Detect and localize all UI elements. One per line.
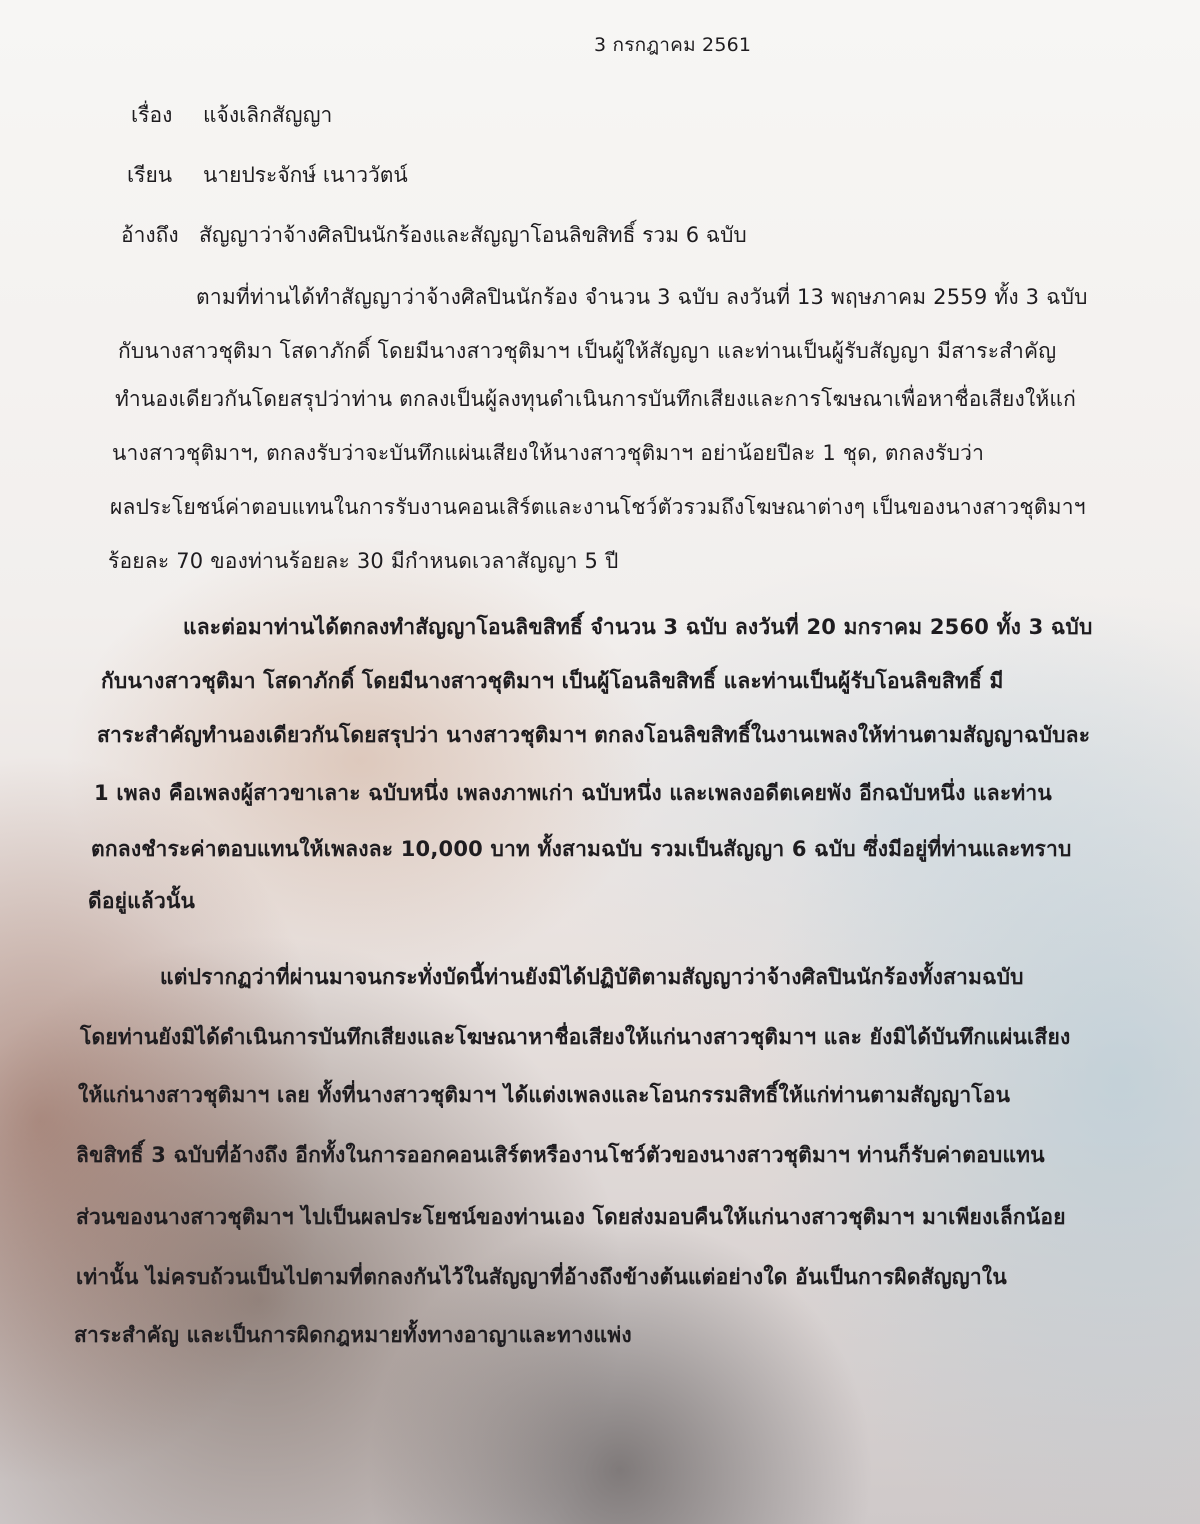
paragraph-line: โดยท่านยังมิได้ดำเนินการบันทึกเสียงและโฆษณาหาชื่อเสียงให้แก่นางสาวชุติมาฯ และ ยังมิได้บันทึกแผ่นเสียง xyxy=(80,1025,1071,1049)
paragraph-line: กับนางสาวชุติมา โสดาภักดิ์ โดยมีนางสาวชุติมาฯ เป็นผู้ให้สัญญา และท่านเป็นผู้รับสัญญา มีสาระสำคัญ xyxy=(118,339,1057,363)
paragraph-line: นางสาวชุติมาฯ, ตกลงรับว่าจะบันทึกแผ่นเสียงให้นางสาวชุติมาฯ อย่าน้อยปีละ 1 ชุด, ตกลงรับว่า xyxy=(112,441,985,465)
letter-date: 3 กรกฎาคม 2561 xyxy=(594,34,752,56)
paragraph-line: ดีอยู่แล้วนั้น xyxy=(88,889,196,913)
subject-label: เรื่อง xyxy=(131,103,173,127)
paragraph-line: ส่วนของนางสาวชุติมาฯ ไปเป็นผลประโยชน์ของท่านเอง โดยส่งมอบคืนให้แก่นางสาวชุติมาฯ มาเพียงเล็กน้อย xyxy=(76,1205,1066,1229)
paragraph-line: แต่ปรากฏว่าที่ผ่านมาจนกระทั่งบัดนี้ท่านยังมิได้ปฏิบัติตามสัญญาว่าจ้างศิลปินนักร้องทั้งสามฉบับ xyxy=(160,965,1024,989)
paragraph-line: ตกลงชำระค่าตอบแทนให้เพลงละ 10,000 บาท ทั้งสามฉบับ รวมเป็นสัญญา 6 ฉบับ ซึ่งมีอยู่ที่ท่านและทราบ xyxy=(91,837,1072,861)
reference-text: สัญญาว่าจ้างศิลปินนักร้องและสัญญาโอนลิขสิทธิ์ รวม 6 ฉบับ xyxy=(199,223,747,247)
recipient-name: นายประจักษ์ เนาววัตน์ xyxy=(203,163,408,187)
paragraph-line: สาระสำคัญ และเป็นการผิดกฎหมายทั้งทางอาญาและทางแพ่ง xyxy=(74,1323,632,1347)
paragraph-line: ลิขสิทธิ์ 3 ฉบับที่อ้างถึง อีกทั้งในการออกคอนเสิร์ตหรืองานโชว์ตัวของนางสาวชุติมาฯ ท่านก็รับค่าตอบแทน xyxy=(76,1143,1045,1167)
paragraph-line: ร้อยละ 70 ของท่านร้อยละ 30 มีกำหนดเวลาสัญญา 5 ปี xyxy=(108,549,619,573)
paragraph-line: กับนางสาวชุติมา โสดาภักดิ์ โดยมีนางสาวชุติมาฯ เป็นผู้โอนลิขสิทธิ์ และท่านเป็นผู้รับโอนลิขสิทธิ์ มี xyxy=(101,669,1004,693)
paragraph-line: ตามที่ท่านได้ทำสัญญาว่าจ้างศิลปินนักร้อง จำนวน 3 ฉบับ ลงวันที่ 13 พฤษภาคม 2559 ทั้ง 3 ฉบับ xyxy=(196,285,1088,309)
paragraph-line: และต่อมาท่านได้ตกลงทำสัญญาโอนลิขสิทธิ์ จำนวน 3 ฉบับ ลงวันที่ 20 มกราคม 2560 ทั้ง 3 ฉบับ xyxy=(183,615,1093,639)
paragraph-line: สาระสำคัญทำนองเดียวกันโดยสรุปว่า นางสาวชุติมาฯ ตกลงโอนลิขสิทธิ์ในงานเพลงให้ท่านตามสัญญาฉบับละ xyxy=(97,723,1091,747)
recipient-label: เรียน xyxy=(127,163,173,187)
paragraph-line: ผลประโยชน์ค่าตอบแทนในการรับงานคอนเสิร์ตและงานโชว์ตัวรวมถึงโฆษณาต่างๆ เป็นของนางสาวชุติมาฯ xyxy=(110,495,1086,519)
paragraph-line: เท่านั้น ไม่ครบถ้วนเป็นไปตามที่ตกลงกันไว้ในสัญญาที่อ้างถึงข้างต้นแต่อย่างใด อันเป็นการผิดสัญญาใน xyxy=(76,1265,1007,1289)
subject-text: แจ้งเลิกสัญญา xyxy=(203,103,333,127)
reference-label: อ้างถึง xyxy=(121,223,179,247)
paragraph-line: ให้แก่นางสาวชุติมาฯ เลย ทั้งที่นางสาวชุติมาฯ ได้แต่งเพลงและโอนกรรมสิทธิ์ให้แก่ท่านตามสัญญาโอน xyxy=(78,1083,1011,1107)
paragraph-line: ทำนองเดียวกันโดยสรุปว่าท่าน ตกลงเป็นผู้ลงทุนดำเนินการบันทึกเสียงและการโฆษณาเพื่อหาชื่อเสียงให้แก่ xyxy=(115,387,1077,411)
paragraph-line: 1 เพลง คือเพลงผู้สาวขาเลาะ ฉบับหนึ่ง เพลงภาพเก่า ฉบับหนึ่ง และเพลงอดีตเคยพัง อีกฉบับหนึ่ง และท่าน xyxy=(94,781,1052,805)
